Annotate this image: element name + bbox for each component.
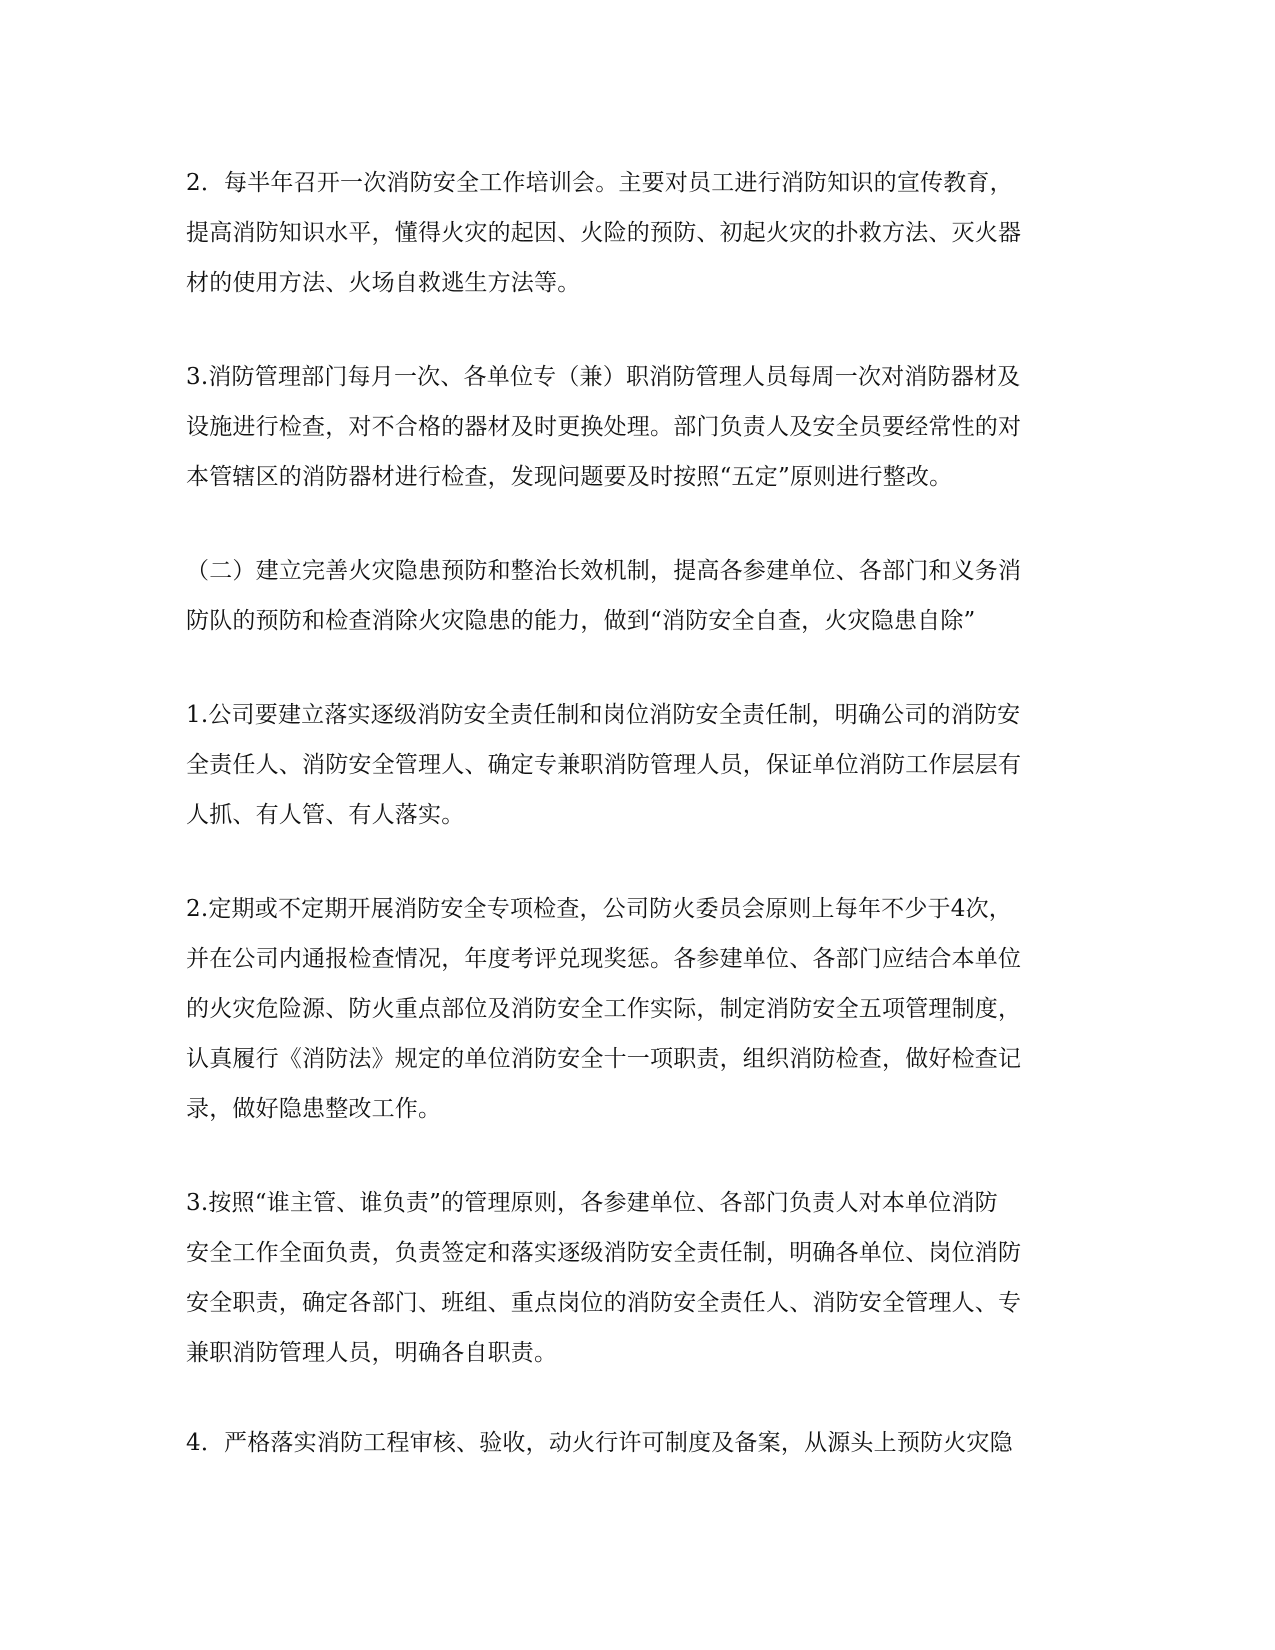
section-heading-two [186, 546, 1089, 646]
text-line: 认真履行《消防法》规定的单位消防安全十一项职责，组织消防检查，做好检查记 [186, 1046, 1022, 1072]
text-line: 3.消防管理部门每月一次、各单位专（兼）职消防管理人员每周一次对消防器材及 [186, 364, 1021, 390]
text-line: 安全职责，确定各部门、班组、重点岗位的消防安全责任人、消防安全管理人、专 [186, 1290, 1022, 1316]
text-line: 提高消防知识水平，懂得火灾的起因、火险的预防、初起火灾的扑救方法、灭火器 [186, 220, 1022, 246]
text-line: 兼职消防管理人员，明确各自职责。 [186, 1340, 558, 1366]
paragraph-management-principle [186, 1178, 1089, 1378]
paragraph-project-approval [186, 1418, 1089, 1468]
text-line: 2.定期或不定期开展消防安全专项检查，公司防火委员会原则上每年不少于4次， [186, 896, 1012, 922]
text-line: 人抓、有人管、有人落实。 [186, 802, 465, 828]
text-line: 本管辖区的消防器材进行检查，发现问题要及时按照“五定”原则进行整改。 [186, 464, 953, 490]
text-line: 3.按照“谁主管、谁负责”的管理原则，各参建单位、各部门负责人对本单位消防 [186, 1190, 998, 1216]
text-line: 全责任人、消防安全管理人、确定专兼职消防管理人员，保证单位消防工作层层有 [186, 752, 1022, 778]
paragraph-equipment-inspection [186, 352, 1089, 502]
paragraph-gap [186, 1134, 1089, 1178]
paragraph-gap [186, 308, 1089, 352]
paragraph-responsibility-system [186, 690, 1089, 840]
text-line: 2．每半年召开一次消防安全工作培训会。主要对员工进行消防知识的宣传教育， [186, 170, 1013, 196]
text-line: 安全工作全面负责，负责签定和落实逐级消防安全责任制，明确各单位、岗位消防 [186, 1240, 1022, 1266]
paragraph-gap [186, 840, 1089, 884]
text-line: 录，做好隐患整改工作。 [186, 1096, 442, 1122]
text-line: 设施进行检查，对不合格的器材及时更换处理。部门负责人及安全员要经常性的对 [186, 414, 1022, 440]
document-body [186, 158, 1089, 1468]
paragraph-gap [186, 502, 1089, 546]
text-line: 材的使用方法、火场自救逃生方法等。 [186, 270, 581, 296]
paragraph-special-inspection [186, 884, 1089, 1134]
text-line: （二）建立完善火灾隐患预防和整治长效机制，提高各参建单位、各部门和义务消 [186, 558, 1022, 584]
text-line: 4．严格落实消防工程审核、验收，动火行许可制度及备案，从源头上预防火灾隐 [186, 1430, 1013, 1456]
paragraph-training-meeting [186, 158, 1089, 308]
text-line: 1.公司要建立落实逐级消防安全责任制和岗位消防安全责任制，明确公司的消防安 [186, 702, 1021, 728]
text-line: 防队的预防和检查消除火灾隐患的能力，做到“消防安全自查，火灾隐患自除” [186, 608, 976, 634]
paragraph-gap [186, 1378, 1089, 1418]
text-line: 并在公司内通报检查情况，年度考评兑现奖惩。各参建单位、各部门应结合本单位 [186, 946, 1022, 972]
paragraph-gap [186, 646, 1089, 690]
text-line: 的火灾危险源、防火重点部位及消防安全工作实际，制定消防安全五项管理制度， [186, 996, 1022, 1022]
